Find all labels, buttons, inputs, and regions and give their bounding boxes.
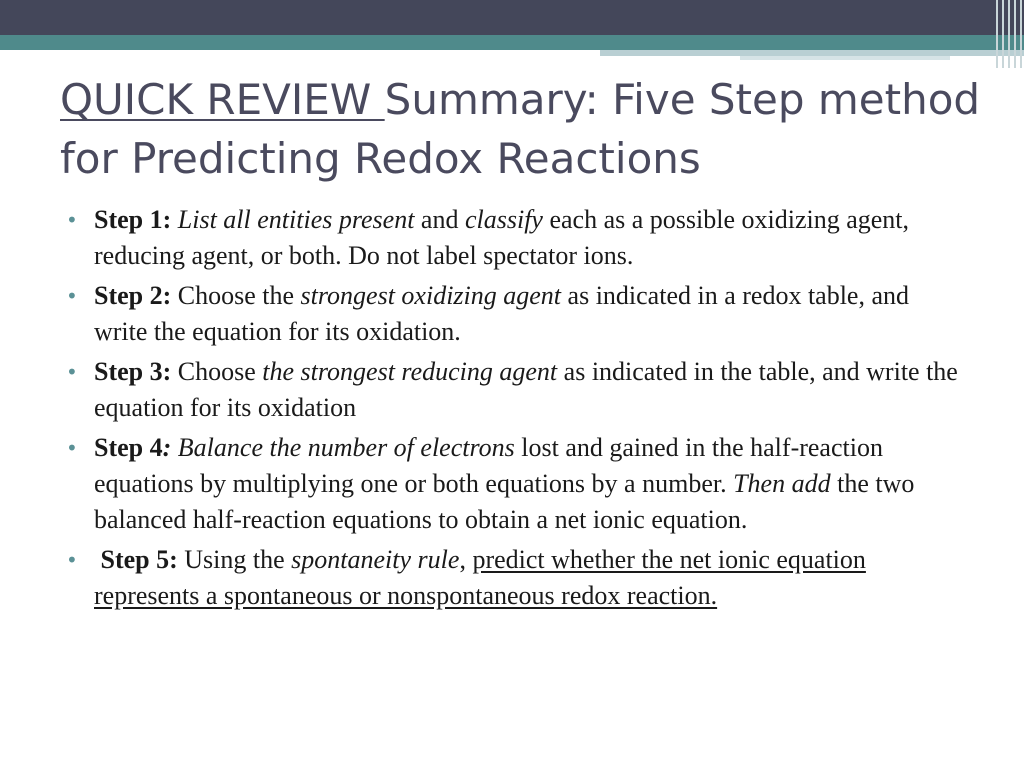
decorative-vertical-lines bbox=[990, 0, 1024, 68]
step-text: Using the bbox=[177, 545, 292, 574]
step-5-item bbox=[62, 542, 962, 614]
bullet-icon: • bbox=[66, 208, 78, 232]
title-rest: Summary: Five Step method for Predicting Redox Reactions bbox=[60, 75, 981, 183]
step-label: Step 1: bbox=[94, 205, 172, 234]
step-text: List all entities present bbox=[177, 205, 415, 234]
step-label: Step 5: bbox=[100, 545, 178, 574]
step-text: Choose the bbox=[171, 281, 301, 310]
step-text: classify bbox=[464, 205, 543, 234]
step-text: lost and gained in the half-reaction equations by multiplying one or both equations by a number. bbox=[94, 433, 883, 498]
header-teal-band bbox=[0, 35, 1024, 50]
header-accent-strip-2 bbox=[740, 56, 950, 60]
step-text: Balance the number of electrons bbox=[171, 433, 515, 462]
step-text: spontaneity rule bbox=[291, 545, 460, 574]
step-text: as indicated in a redox table, and write the equation for its oxidation. bbox=[94, 281, 910, 346]
bullet-icon: • bbox=[66, 548, 78, 572]
step-1-item bbox=[62, 202, 962, 274]
step-text: the strongest reducing agent bbox=[262, 357, 558, 386]
step-text: , bbox=[459, 545, 473, 574]
step-text: strongest oxidizing agent bbox=[300, 281, 562, 310]
step-2-item bbox=[62, 278, 962, 350]
title-underlined-part: QUICK REVIEW bbox=[60, 75, 385, 124]
step-label: Step 2: bbox=[94, 281, 172, 310]
step-4-item bbox=[62, 430, 962, 538]
header-dark-band bbox=[0, 0, 1024, 35]
step-text: and bbox=[414, 205, 465, 234]
step-text: Choose bbox=[171, 357, 263, 386]
step-text: as indicated in the table, and write the equation for its oxidation bbox=[94, 357, 958, 422]
bullet-icon: • bbox=[66, 284, 78, 308]
step-text: Then add bbox=[733, 469, 831, 498]
bullet-icon: • bbox=[66, 436, 78, 460]
step-3-item bbox=[62, 354, 962, 426]
step-text: the two balanced half-reaction equations to obtain a net ionic equation. bbox=[94, 469, 915, 534]
slide-title bbox=[60, 70, 990, 188]
step-text: each as a possible oxidizing agent, reducing agent, or both. Do not label spectator ions. bbox=[94, 205, 910, 270]
steps-list bbox=[62, 202, 962, 618]
step-label: Step 3: bbox=[94, 357, 172, 386]
step-label: Step 4 bbox=[94, 433, 163, 462]
bullet-icon: • bbox=[66, 360, 78, 384]
step-label-colon: : bbox=[162, 433, 172, 462]
step-text-underlined: predict whether the net ionic equation represents a spontaneous or nonspontaneous redox reaction. bbox=[94, 545, 866, 610]
